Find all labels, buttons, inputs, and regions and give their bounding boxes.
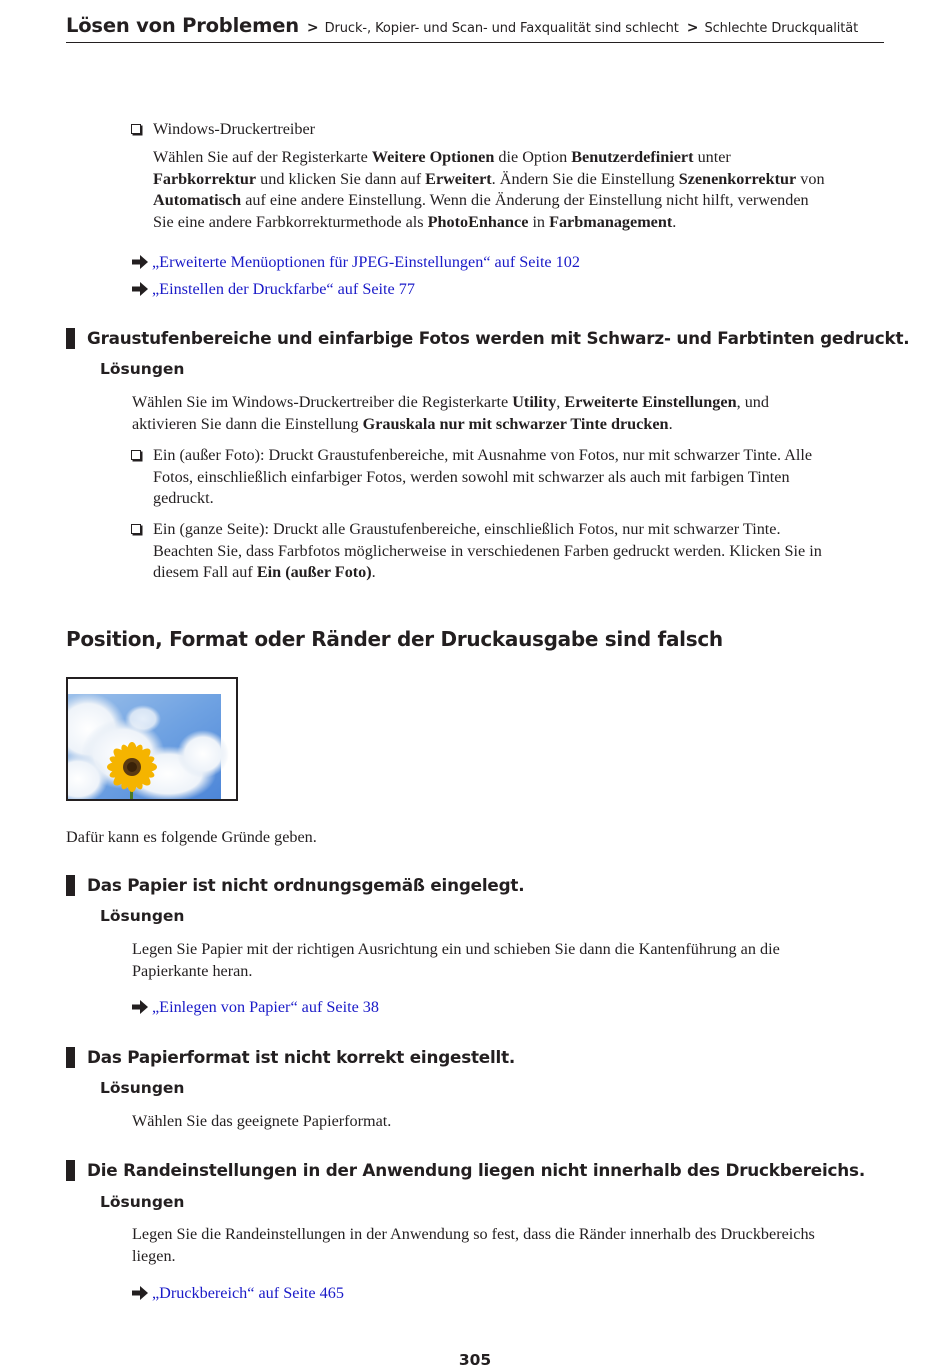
win-driver-label: Windows-Druckertreiber (153, 120, 316, 138)
heading-bar-icon (66, 328, 75, 349)
paper-loaded-text: Legen Sie Papier mit der richtigen Ausrichtung ein und schieben Sie dann die Kantenführung an die Papierkante heran. (132, 940, 780, 980)
sunflower-photo (68, 679, 236, 799)
link-print-area[interactable]: „Druckbereich“ auf Seite 465 (152, 1284, 344, 1302)
grayscale-heading: Graustufenbereiche und einfarbige Fotos werden mit Schwarz- und Farbtinten gedruckt. (87, 328, 910, 348)
misaligned-print-illustration (66, 677, 238, 801)
paper-format-text: Wählen Sie das geeignete Papierformat. (132, 1112, 392, 1130)
breadcrumb-separator: > (306, 20, 319, 36)
paper-format-heading: Das Papierformat ist nicht korrekt eingestellt. (87, 1047, 516, 1067)
solutions-label: Lösungen (100, 907, 185, 925)
page-number: 305 (458, 1351, 492, 1369)
heading-bar-icon (66, 1047, 75, 1068)
heading-bar-icon (66, 1160, 75, 1181)
link-jpeg-settings[interactable]: „Erweiterte Menüoptionen für JPEG-Einstellungen“ auf Seite 102 (152, 253, 580, 271)
checkbox-icon (131, 450, 141, 460)
margins-text: Legen Sie die Randeinstellungen in der Anwendung so fest, dass die Ränder innerhalb des Druckbereichs liegen. (132, 1225, 815, 1265)
position-heading: Position, Format oder Ränder der Druckausgabe sind falsch (66, 627, 723, 651)
link-load-paper[interactable]: „Einlegen von Papier“ auf Seite 38 (152, 998, 379, 1016)
heading-bar-icon (66, 875, 75, 896)
arrow-right-icon (132, 1286, 148, 1300)
arrow-right-icon (132, 282, 148, 296)
link-print-color[interactable]: „Einstellen der Druckfarbe“ auf Seite 77 (152, 280, 415, 298)
solutions-label: Lösungen (100, 1079, 185, 1097)
solutions-label: Lösungen (100, 1193, 185, 1211)
breadcrumb (66, 14, 884, 43)
arrow-right-icon (132, 255, 148, 269)
breadcrumb-item[interactable]: Schlechte Druckqualität (704, 21, 859, 36)
checkbox-icon (131, 124, 141, 134)
solutions-label: Lösungen (100, 360, 185, 378)
breadcrumb-separator: > (686, 20, 699, 36)
margins-heading: Die Randeinstellungen in der Anwendung liegen nicht innerhalb des Druckbereichs. (87, 1160, 865, 1180)
position-intro: Dafür kann es folgende Gründe geben. (66, 828, 317, 846)
grayscale-option-whole-page: Ein (ganze Seite): Druckt alle Graustufenbereiche, einschließlich Fotos, nur mit schwarzer Tinte. Beachten Sie, dass Farbfotos möglicherweise in verschiedenen Farben gedruckt werden. Klicken Sie in diesem Fall auf Ein (außer Foto). (153, 520, 822, 581)
grayscale-intro: Wählen Sie im Windows-Druckertreiber die Registerkarte Utility, Erweiterte Einstellungen, und aktivieren Sie dann die Einstellung Grauskala nur mit schwarzer Tinte drucken. (132, 393, 769, 433)
arrow-right-icon (132, 1000, 148, 1014)
breadcrumb-item[interactable]: Druck-, Kopier- und Scan- und Faxqualität sind schlecht (324, 21, 679, 36)
win-driver-text: Wählen Sie auf der Registerkarte Weitere Optionen die Option Benutzerdefiniert unter Farbkorrektur und klicken Sie dann auf Erweitert. Ändern Sie die Einstellung Szenenkorrektur von Automatisch auf eine andere Einstellung. Wenn die Änderung der Einstellung nicht hilft, verwenden Sie eine andere Farbkorrekturmethode als PhotoEnhance in Farbmanagement. (153, 148, 825, 231)
paper-loaded-heading: Das Papier ist nicht ordnungsgemäß eingelegt. (87, 875, 525, 895)
breadcrumb-main[interactable]: Lösen von Problemen (66, 14, 299, 37)
grayscale-option-except-photo: Ein (außer Foto): Druckt Graustufenbereiche, mit Ausnahme von Fotos, nur mit schwarzer Tinte. Alle Fotos, einschließlich einfarbiger Fotos, werden sowohl mit schwarzer als auch mit farbigen Tinten gedruckt. (153, 446, 813, 507)
checkbox-icon (131, 524, 141, 534)
